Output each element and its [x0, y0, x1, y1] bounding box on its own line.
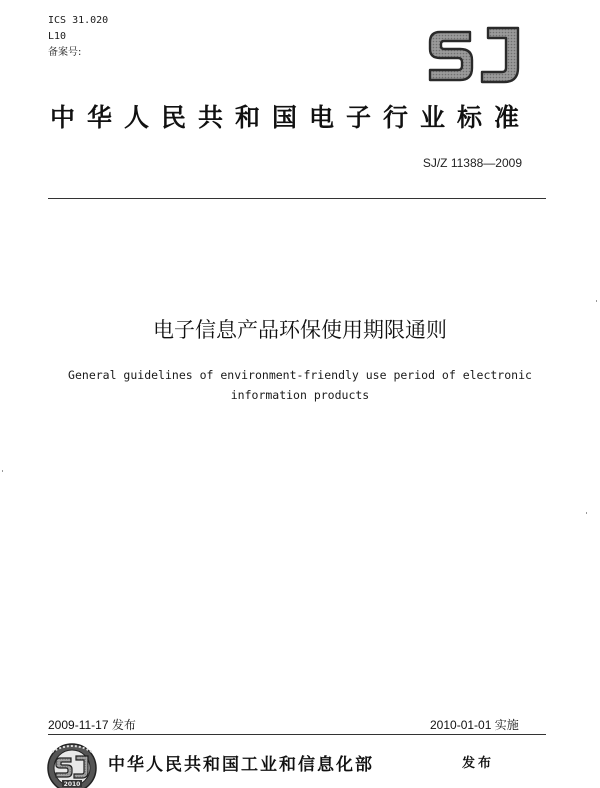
publish-date: 2009-11-17 发布	[48, 718, 136, 732]
document-title-chinese: 电子信息产品环保使用期限通则	[153, 318, 447, 342]
standard-number: SJ/Z 11388—2009	[422, 156, 522, 170]
sj-logo	[426, 22, 526, 88]
org-standard-title: 中华人民共和国电子行业标准	[50, 103, 532, 132]
scan-speck	[596, 300, 597, 302]
filing-number-label: 备案号:	[48, 47, 82, 58]
class-code: L10	[48, 31, 67, 42]
bottom-divider	[48, 734, 546, 735]
publisher-action: 发布	[462, 756, 495, 771]
scan-speck	[586, 512, 587, 514]
publisher-name: 中华人民共和国工业和信息化部	[108, 755, 374, 775]
document-title-english-line2: information products	[230, 388, 370, 402]
top-divider	[48, 198, 546, 199]
publisher-seal-logo	[44, 738, 102, 788]
svg-text:2010: 2010	[63, 781, 81, 788]
scan-speck	[2, 470, 3, 472]
ics-code: ICS 31.020	[48, 15, 109, 26]
document-title-english-line1: General guidelines of environment-friendly use period of electronic	[68, 368, 532, 382]
implement-date: 2010-01-01 实施	[430, 718, 519, 732]
